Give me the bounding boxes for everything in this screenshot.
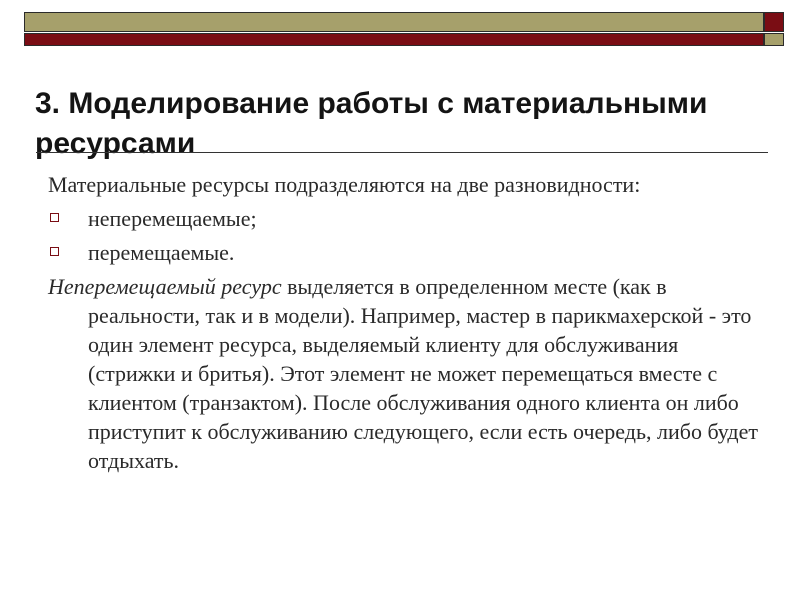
description-paragraph [48,272,763,475]
intro-text: Материальные ресурсы подразделяются на две разновидности: [48,172,641,197]
italic-term: Неперемещаемый ресурс [48,274,282,299]
description-text: выделяется в определенном месте (как в реальности, так и в модели). Например, мастер в парикмахерской - это один элемент ресурса, выделяемый клиенту для обслуживания (стрижки и бритья). Этот элемент не может перемещаться вместе с клиентом (транзактом). После обслуживания одного клиента он либо приступит к обслуживанию следующего, если есть очередь, либо будет отдыхать. [88,274,758,473]
slide-body [48,170,763,475]
header-corner-red [764,12,784,32]
header-band-olive [24,12,764,32]
hollow-square-bullet-icon [50,247,59,256]
bullet-label: неперемещаемые; [88,206,257,231]
header-band-red [24,33,764,46]
bullet-label: перемещаемые. [88,240,235,265]
header-corner-olive [764,33,784,46]
slide-title: 3. Моделирование работы с материальными ресурсами [35,87,708,160]
hollow-square-bullet-icon [50,213,59,222]
bullet-item [48,204,763,233]
bullet-item [48,238,763,267]
title-underline [36,152,768,153]
